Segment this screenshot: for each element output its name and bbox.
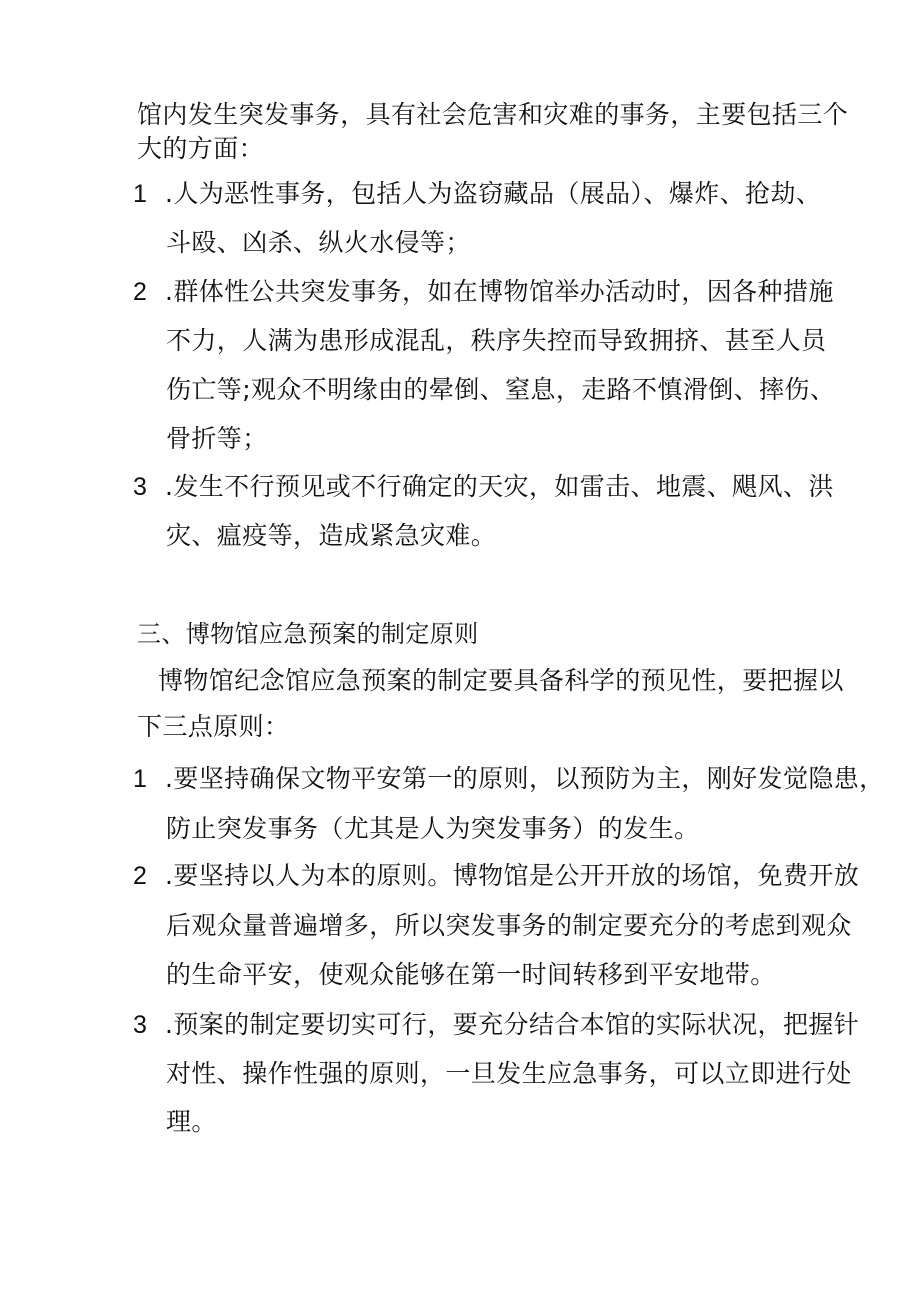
list1-item-2-line-3: 伤亡等;观众不明缘由的晕倒、窒息，走路不慎滑倒、摔伤、 <box>166 375 836 404</box>
list1-item-2-line-4: 骨折等； <box>166 424 268 453</box>
section-3-intro-line-2: 下三点原则： <box>137 712 290 741</box>
list2-item-2-text: .要坚持以人为本的原则。博物馆是公开开放的场馆，免费开放 <box>165 861 860 890</box>
list1-item-1-line-1 <box>133 177 821 211</box>
list1-item-2-line-1 <box>133 275 834 309</box>
list2-item-1-line-1 <box>133 762 885 796</box>
list1-item-1-text: .人为恶性事务，包括人为盗窃藏品（展品）、爆炸、抢劫、 <box>165 179 822 208</box>
intro-line-1: 馆内发生突发事务，具有社会危害和灾难的事务，主要包括三个 <box>137 100 849 129</box>
list2-item-2-number: 2 <box>133 862 148 890</box>
list2-item-1-number: 1 <box>133 765 148 793</box>
intro-line-2: 大的方面： <box>137 134 265 163</box>
list2-item-3-text: .预案的制定要切实可行，要充分结合本馆的实际状况，把握针 <box>165 1010 860 1039</box>
list1-item-3-text: .发生不行预见或不行确定的天灾，如雷击、地震、飓风、洪 <box>165 472 834 501</box>
list1-item-1-line-2: 斗殴、凶杀、纵火水侵等； <box>166 228 471 257</box>
section-3-intro-line-1: 博物馆纪念馆应急预案的制定要具备科学的预见性，要把握以 <box>158 666 844 695</box>
list2-item-1-text: .要坚持确保文物平安第一的原则，以预防为主，刚好发觉隐患， <box>165 764 885 793</box>
list2-item-2-line-3: 的生命平安，使观众能够在第一时间转移到平安地带。 <box>166 960 776 989</box>
list1-item-2-text: .群体性公共突发事务，如在博物馆举办活动时，因各种措施 <box>165 277 834 306</box>
list2-item-3-number: 3 <box>133 1011 148 1039</box>
list1-item-3-number: 3 <box>133 473 148 501</box>
list2-item-3-line-1 <box>133 1008 859 1042</box>
list2-item-1-line-2: 防止突发事务（尤其是人为突发事务）的发生。 <box>166 814 700 843</box>
list1-item-1-number: 1 <box>133 180 148 208</box>
list1-item-2-line-2: 不力，人满为患形成混乱，秩序失控而导致拥挤、甚至人员 <box>166 326 827 355</box>
list2-item-3-line-3: 理。 <box>166 1107 217 1136</box>
section-3-heading: 三、博物馆应急预案的制定原则 <box>137 620 479 648</box>
list2-item-3-line-2: 对性、操作性强的原则，一旦发生应急事务，可以立即进行处 <box>166 1059 852 1088</box>
list2-item-2-line-2: 后观众量普遍增多，所以突发事务的制定要充分的考虑到观众 <box>166 911 852 940</box>
list1-item-3-line-2: 灾、瘟疫等，造成紧急灾难。 <box>166 521 497 550</box>
list1-item-2-number: 2 <box>133 278 148 306</box>
list1-item-3-line-1 <box>133 470 834 504</box>
list2-item-2-line-1 <box>133 859 859 893</box>
